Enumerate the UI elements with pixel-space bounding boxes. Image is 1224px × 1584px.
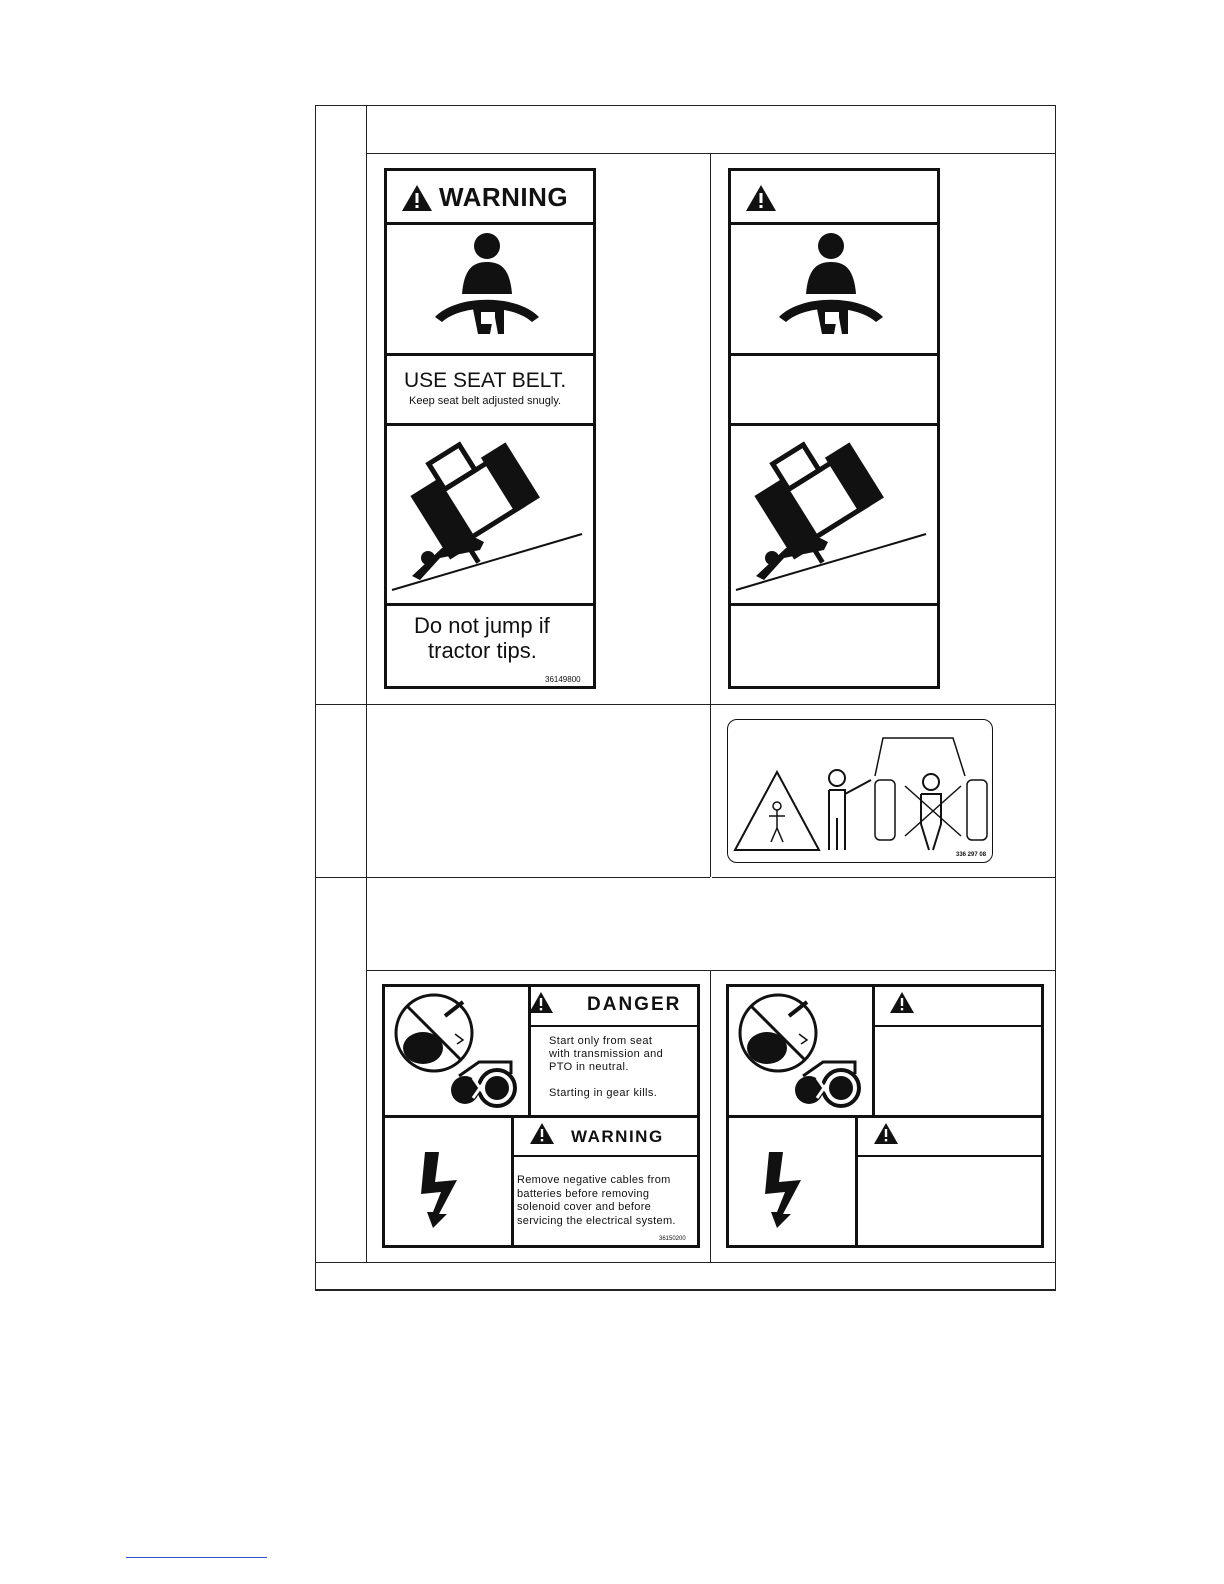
warning-line: batteries before removing [517,1187,650,1200]
row2-divider [315,704,1055,705]
footnote-rule [126,1557,267,1558]
decal-divider [387,353,593,356]
warning-triangle-icon [401,184,433,212]
seated-operator-seatbelt-icon [432,232,542,340]
lightning-bolt-icon [763,1152,809,1228]
decal-divider [514,1155,697,1157]
signal-word-danger: DANGER [587,994,682,1015]
decal-divider [531,1025,697,1027]
warning-message [517,1174,676,1228]
decal-divider [729,1115,1041,1118]
warning-triangle-icon [529,1122,555,1145]
row-number-column-divider [366,105,367,1262]
jump-text-line2: tractor tips. [428,638,537,663]
tractor-rollover-icon [736,430,928,595]
decal-divider [731,353,937,356]
decal-divider [387,222,593,225]
row3-divider [315,877,1055,878]
row1-col-divider [710,153,711,1262]
part-number: 36150200 [659,1236,686,1242]
danger-triangle-icon [889,991,915,1014]
seatbelt-subline: Keep seat belt adjusted snugly. [409,395,562,407]
signal-word-warning: WARNING [439,182,569,212]
warning-triangle-icon [745,184,777,212]
decal-divider [731,603,937,606]
warning-line: solenoid cover and before [517,1201,652,1213]
decal-divider [511,1118,514,1245]
warning-line: Remove negative cables from [517,1174,671,1186]
decal-divider [385,1115,697,1118]
danger-triangle-icon [528,991,554,1014]
decal-divider [855,1118,858,1245]
danger-line: PTO in neutral. [549,1061,629,1073]
bystander-hazard-pictorial [733,728,991,860]
lightning-bolt-icon [419,1152,465,1228]
decal-divider [731,423,937,426]
decal-divider [875,1025,1041,1027]
no-jump-start-icon [393,992,523,1110]
row3-header-divider [366,970,1055,971]
warning-line: servicing the electrical system. [517,1214,676,1227]
danger-message [549,1035,663,1100]
danger-line: Start only from seat [549,1035,653,1047]
jump-text-line1: Do not jump if [414,613,550,638]
decal-divider [858,1155,1041,1157]
part-number: 336 297 08 [956,852,987,858]
danger-line: Starting in gear kills. [549,1087,658,1099]
seated-operator-seatbelt-icon [776,232,886,340]
decal-divider [731,222,937,225]
warning-triangle-icon [873,1122,899,1145]
seatbelt-headline: USE SEAT BELT. [404,369,567,392]
part-number: 36149800 [545,675,581,684]
tractor-rollover-icon [392,430,584,595]
decal-divider [872,987,875,1115]
decal-divider [387,603,593,606]
danger-line [549,1074,663,1087]
no-jump-start-icon [737,992,867,1110]
row3-header-cover [710,877,712,970]
signal-word-warning: WARNING [571,1127,664,1146]
table-footer-divider [315,1262,1055,1263]
decal-divider [387,423,593,426]
danger-line: with transmission and [549,1048,664,1060]
